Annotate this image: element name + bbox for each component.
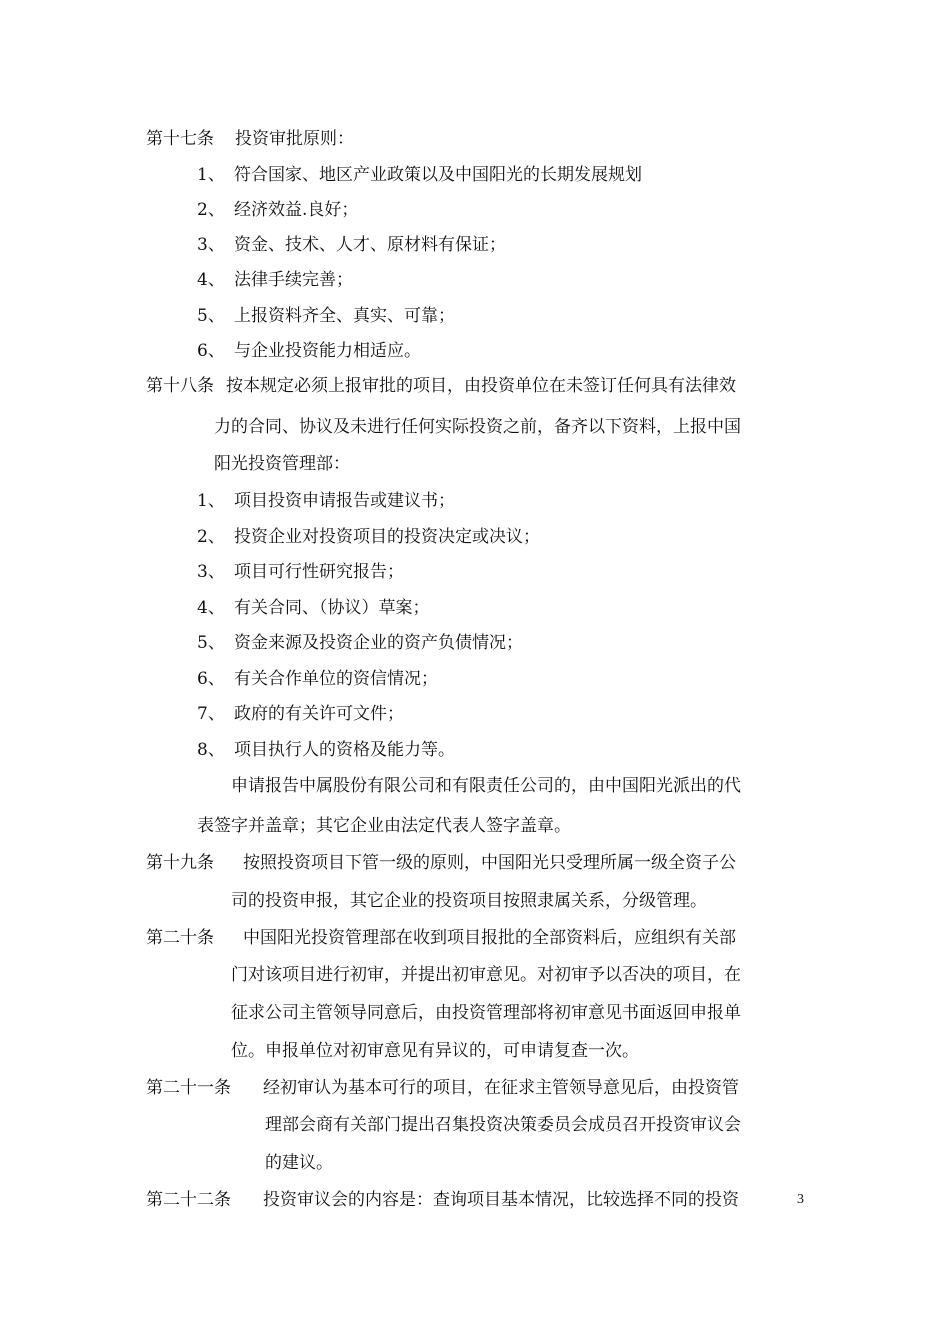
article-18-note: 申请报告中属股份有限公司和有限责任公司的，由中国阳光派出的代 bbox=[231, 776, 741, 796]
article-20-title: 第二十条 bbox=[146, 928, 214, 948]
article-22-heading bbox=[146, 1189, 739, 1211]
article-17-item: 2、 经济效益.良好； bbox=[197, 200, 359, 220]
article-19-title: 第十九条 bbox=[146, 853, 214, 873]
article-18-item: 1、 项目投资申请报告或建议书； bbox=[197, 491, 455, 511]
article-21-line: 的建议。 bbox=[265, 1153, 333, 1173]
article-20-line: 中国阳光投资管理部在收到项目报批的全部资料后，应组织有关部 bbox=[243, 928, 736, 948]
article-17-item: 1、 符合国家、地区产业政策以及中国阳光的长期发展规划 bbox=[197, 165, 642, 185]
article-18-line: 力的合同、协议及未进行任何实际投资之前，备齐以下资料，上报中国 bbox=[214, 417, 741, 437]
article-17-heading bbox=[146, 128, 354, 150]
article-21-line: 经初审认为基本可行的项目，在征求主管领导意见后，由投资管 bbox=[263, 1078, 739, 1098]
article-21-line: 理部会商有关部门提出召集投资决策委员会成员召开投资审议会 bbox=[265, 1115, 741, 1135]
article-22-line: 投资审议会的内容是：查询项目基本情况，比较选择不同的投资 bbox=[263, 1190, 739, 1210]
article-18-item: 3、 项目可行性研究报告； bbox=[197, 562, 404, 582]
article-17-item: 3、 资金、技术、人才、原材料有保证； bbox=[197, 235, 506, 255]
article-18-title: 第十八条 bbox=[146, 376, 214, 396]
article-18-item: 7、 政府的有关许可文件； bbox=[197, 704, 404, 724]
article-18-item: 2、 投资企业对投资项目的投资决定或决议； bbox=[197, 527, 540, 547]
article-21-heading bbox=[146, 1077, 739, 1099]
article-18-note: 表签字并盖章；其它企业由法定代表人签字盖章。 bbox=[197, 816, 571, 836]
article-19-line: 按照投资项目下管一级的原则，中国阳光只受理所属一级全资子公 bbox=[243, 853, 736, 873]
article-18-item: 5、 资金来源及投资企业的资产负债情况； bbox=[197, 633, 523, 653]
article-17-title: 第十七条 bbox=[146, 129, 214, 149]
article-18-item: 6、 有关合作单位的资信情况； bbox=[197, 669, 438, 689]
article-18-item: 8、 项目执行人的资格及能力等。 bbox=[197, 740, 455, 760]
article-20-line: 门对该项目进行初审，并提出初审意见。对初审予以否决的项目，在 bbox=[231, 965, 741, 985]
article-19-heading bbox=[146, 852, 736, 874]
article-17-text: 投资审批原则： bbox=[235, 129, 354, 149]
article-18-item: 4、 有关合同、（协议）草案； bbox=[197, 598, 430, 618]
article-18-line: 按本规定必须上报审批的项目，由投资单位在未签订任何具有法律效 bbox=[226, 376, 736, 396]
article-19-line: 司的投资申报，其它企业的投资项目按照隶属关系，分级管理。 bbox=[231, 891, 707, 911]
article-21-title: 第二十一条 bbox=[146, 1078, 231, 1098]
article-18-line: 阳光投资管理部： bbox=[214, 454, 350, 474]
article-20-heading bbox=[146, 927, 736, 949]
article-20-line: 征求公司主管领导同意后，由投资管理部将初审意见书面返回申报单 bbox=[231, 1003, 741, 1023]
page-number: 3 bbox=[797, 1192, 804, 1207]
article-18-heading bbox=[146, 375, 736, 397]
article-17-item: 6、 与企业投资能力相适应。 bbox=[197, 341, 421, 361]
article-20-line: 位。申报单位对初审意见有异议的，可申请复查一次。 bbox=[231, 1041, 639, 1061]
article-22-title: 第二十二条 bbox=[146, 1190, 231, 1210]
article-17-item: 4、 法律手续完善； bbox=[197, 270, 353, 290]
article-17-item: 5、 上报资料齐全、真实、可靠； bbox=[197, 306, 455, 326]
